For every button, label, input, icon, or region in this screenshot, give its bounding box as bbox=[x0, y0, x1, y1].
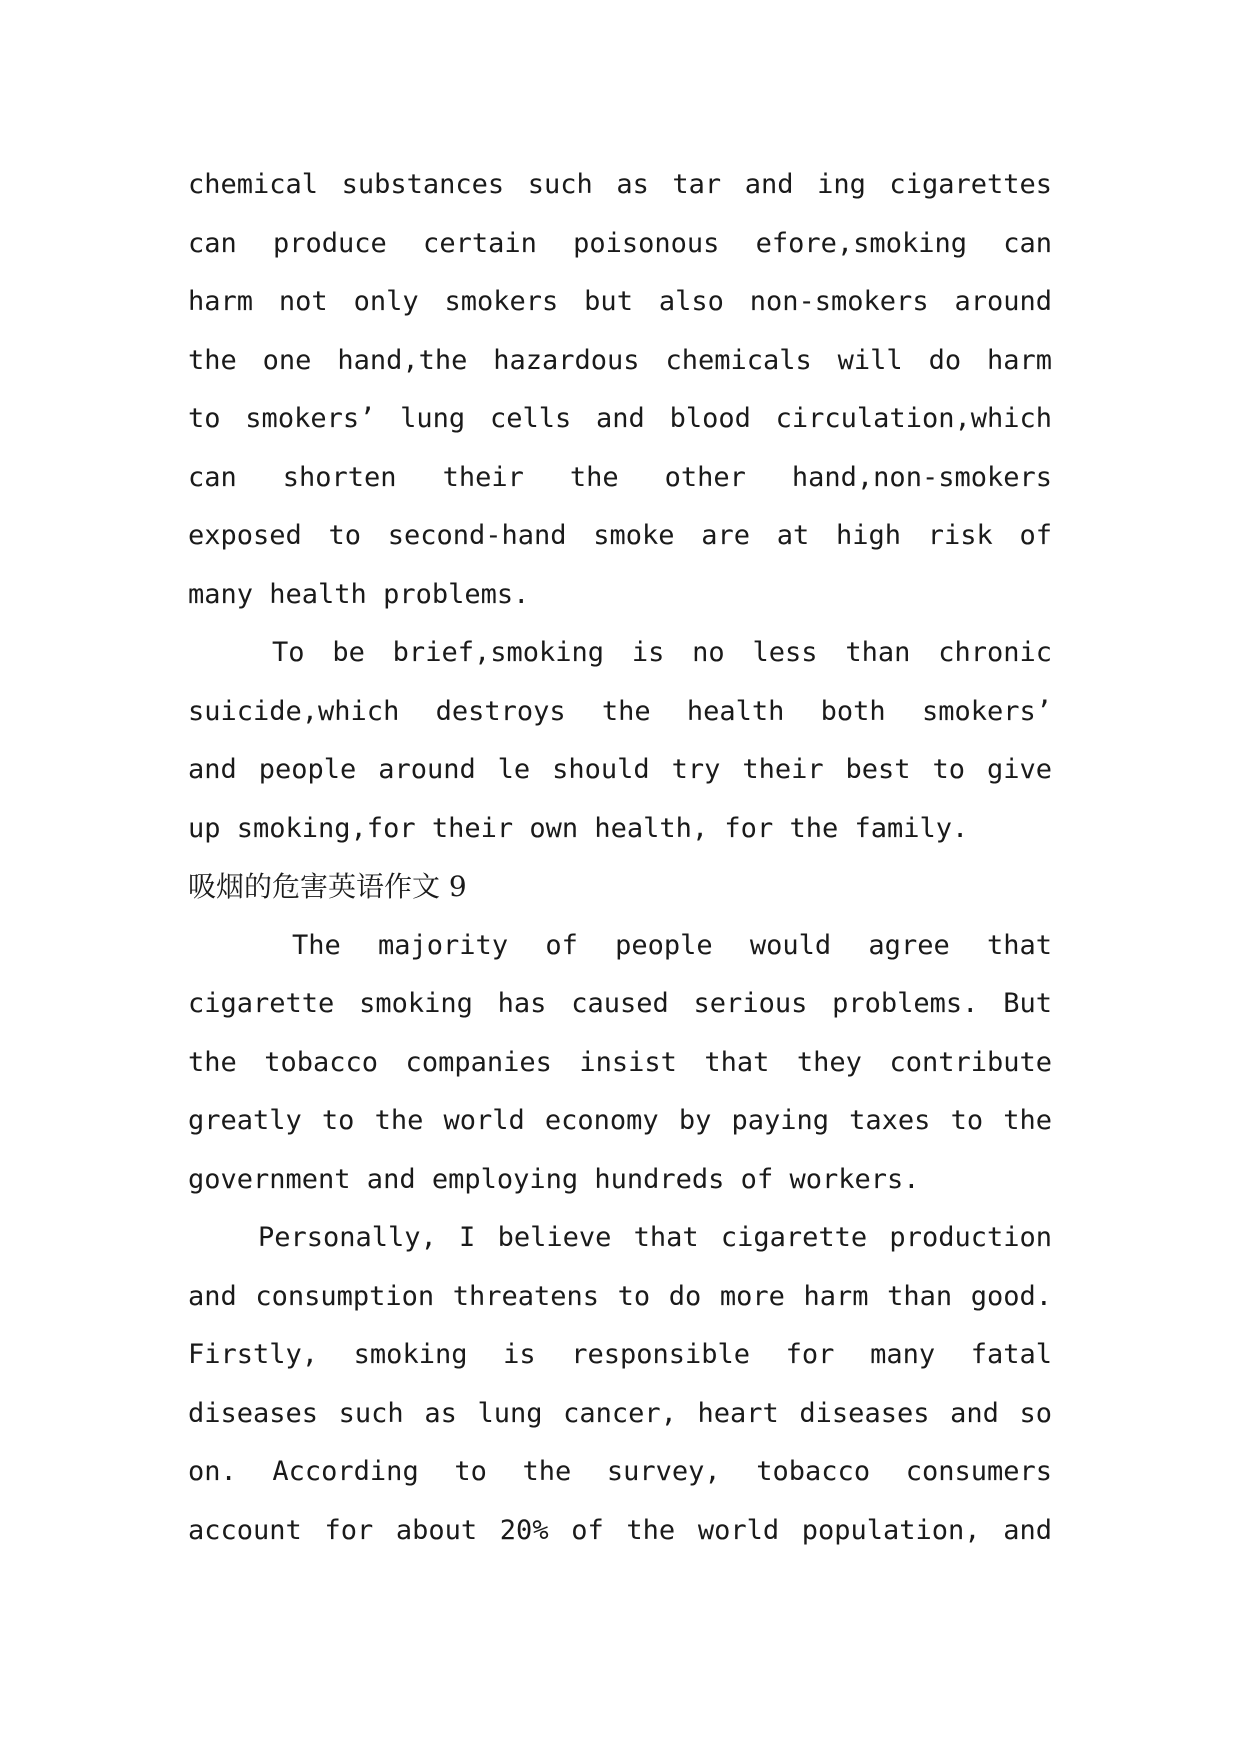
text-line: and people around le should try their best to give bbox=[188, 754, 1052, 785]
text-line: exposed to second-hand smoke are at high risk of bbox=[188, 520, 1052, 551]
text-line: The majority of people would agree that bbox=[292, 929, 1052, 961]
text-line: to smokers’ lung cells and blood circulation,which bbox=[188, 403, 1052, 434]
text-line: Personally, I believe that cigarette production bbox=[258, 1222, 1052, 1253]
text-line: on. According to the survey, tobacco consumers bbox=[188, 1456, 1052, 1487]
text-line: harm not only smokers but also non-smokers around bbox=[188, 286, 1052, 317]
text-line: and consumption threatens to do more harm than good. bbox=[188, 1280, 1052, 1312]
text-line: To be brief,smoking is no less than chronic bbox=[272, 637, 1052, 668]
text-line: many health problems. bbox=[188, 578, 530, 610]
text-line: diseases such as lung cancer, heart diseases and so bbox=[188, 1397, 1052, 1429]
section-heading: 吸烟的危害英语作文 9 bbox=[188, 870, 467, 903]
text-line: the one hand,the hazardous chemicals will do harm bbox=[188, 344, 1052, 376]
text-line: can shorten their the other hand,non-smokers bbox=[188, 461, 1052, 493]
text-line: cigarette smoking has caused serious problems. But bbox=[188, 988, 1052, 1019]
text-line: chemical substances such as tar and ing cigarettes bbox=[188, 169, 1052, 200]
text-line: can produce certain poisonous efore,smoking can bbox=[188, 227, 1052, 259]
text-line: suicide,which destroys the health both smokers’ bbox=[188, 695, 1052, 727]
text-line: Firstly, smoking is responsible for many fatal bbox=[188, 1339, 1052, 1370]
text-line: up smoking,for their own health, for the family. bbox=[188, 812, 969, 844]
text-line: account for about 20% of the world population, and bbox=[188, 1514, 1052, 1546]
text-line: greatly to the world economy by paying taxes to the bbox=[188, 1105, 1052, 1136]
document-body bbox=[188, 156, 1052, 1560]
text-line: government and employing hundreds of workers. bbox=[188, 1163, 920, 1195]
text-line: the tobacco companies insist that they contribute bbox=[188, 1046, 1052, 1078]
